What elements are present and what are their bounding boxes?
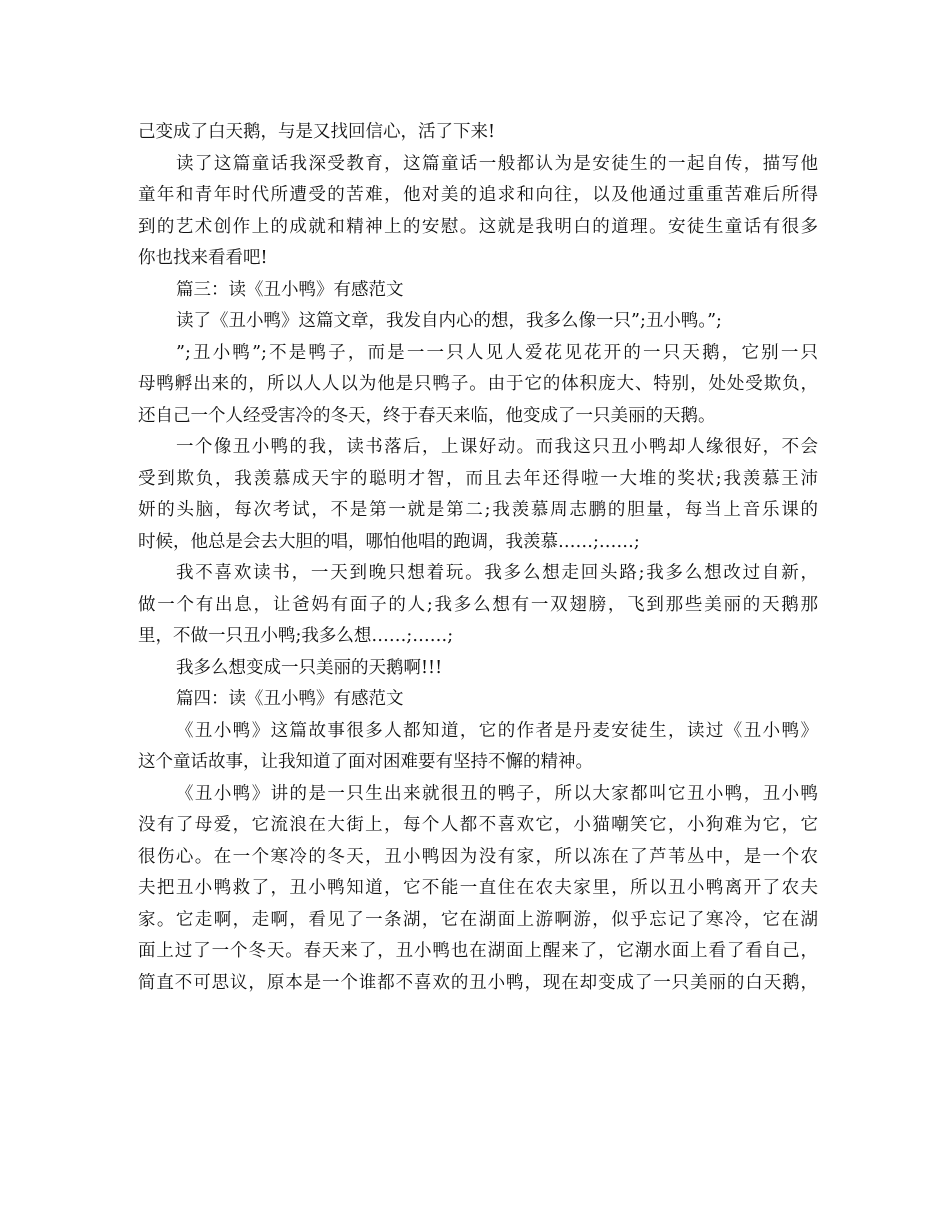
text-line: 读了这篇童话我深受教育，这篇童话一般都认为是安徒生的一起自传，描写他: [176, 153, 818, 174]
text-line: 家。它走啊，走啊，看见了一条湖，它在湖面上游啊游，似乎忘记了寒冷，它在湖: [138, 909, 818, 930]
text-line: 篇四：读《丑小鸭》有感范文: [176, 689, 404, 709]
text-line: 很伤心。在一个寒冷的冬天，丑小鸭因为没有家，所以冻在了芦苇丛中，是一个农: [138, 846, 818, 867]
text-line: 读了《丑小鸭》这篇文章，我发自内心的想，我多么像一只”;丑小鸭。”;: [176, 311, 722, 331]
text-line: 还自己一个人经受害冷的冬天，终于春天来临，他变成了一只美丽的天鹅。: [138, 405, 716, 426]
text-line: 没有了母爱，它流浪在大街上，每个人都不喜欢它，小猫嘲笑它，小狗难为它，它: [138, 815, 818, 835]
text-line: 面上过了一个冬天。春天来了，丑小鸭也在湖面上醒来了，它潮水面上看了看自己，: [138, 941, 818, 961]
text-line: 简直不可思议，原本是一个谁都不喜欢的丑小鸭，现在却变成了一只美丽的白天鹅，: [138, 972, 818, 993]
text-line: 做一个有出息，让爸妈有面子的人;我多么想有一双翅膀，飞到那些美丽的天鹅那: [138, 594, 818, 615]
text-line: 我不喜欢读书，一天到晚只想着玩。我多么想走回头路;我多么想改过自新，: [176, 563, 818, 583]
document-body: [138, 117, 818, 999]
text-line: 《丑小鸭》讲的是一只生出来就很丑的鸭子，所以大家都叫它丑小鸭，丑小鸭: [176, 783, 818, 804]
text-line: 这个童话故事，让我知道了面对困难要有坚持不懈的精神。: [138, 752, 593, 772]
text-line: 受到欺负，我羡慕成天宇的聪明才智，而且去年还得啦一大堆的奖状;我羡慕王沛: [138, 468, 818, 489]
text-line: 你也找来看看吧!: [138, 248, 268, 268]
text-line: 时候，他总是会去大胆的唱，哪怕他唱的跑调，我羡慕……;……;: [138, 531, 640, 552]
text-line: 夫把丑小鸭救了，丑小鸭知道，它不能一直住在农夫家里，所以丑小鸭离开了农夫: [138, 878, 818, 898]
text-line: 篇三：读《丑小鸭》有感范文: [176, 279, 404, 300]
text-line: 童年和青年时代所遭受的苦难，他对美的追求和向往，以及他通过重重苦难后所得: [138, 185, 818, 205]
text-line: ”;丑小鸭”;不是鸭子，而是一一只人见人爱花见花开的一只天鹅，它别一只: [176, 342, 818, 363]
text-line: 妍的头脑，每次考试，不是第一就是第二;我羡慕周志鹏的胆量，每当上音乐课的: [138, 500, 818, 520]
text-line: 我多么想变成一只美丽的天鹅啊!!!: [176, 657, 443, 678]
text-line: 到的艺术创作上的成就和精神上的安慰。这就是我明白的道理。安徒生童话有很多: [138, 216, 818, 237]
text-line: 己变成了白天鹅，与是又找回信心，活了下来!: [138, 122, 496, 142]
text-line: 里，不做一只丑小鸭;我多么想……;……;: [138, 626, 454, 646]
text-line: 一个像丑小鸭的我，读书落后，上课好动。而我这只丑小鸭却人缘很好，不会: [176, 437, 818, 457]
text-line: 《丑小鸭》这篇故事很多人都知道，它的作者是丹麦安徒生，读过《丑小鸭》: [176, 720, 818, 741]
text-line: 母鸭孵出来的，所以人人以为他是只鸭子。由于它的体积庞大、特别，处处受欺负，: [138, 374, 818, 394]
